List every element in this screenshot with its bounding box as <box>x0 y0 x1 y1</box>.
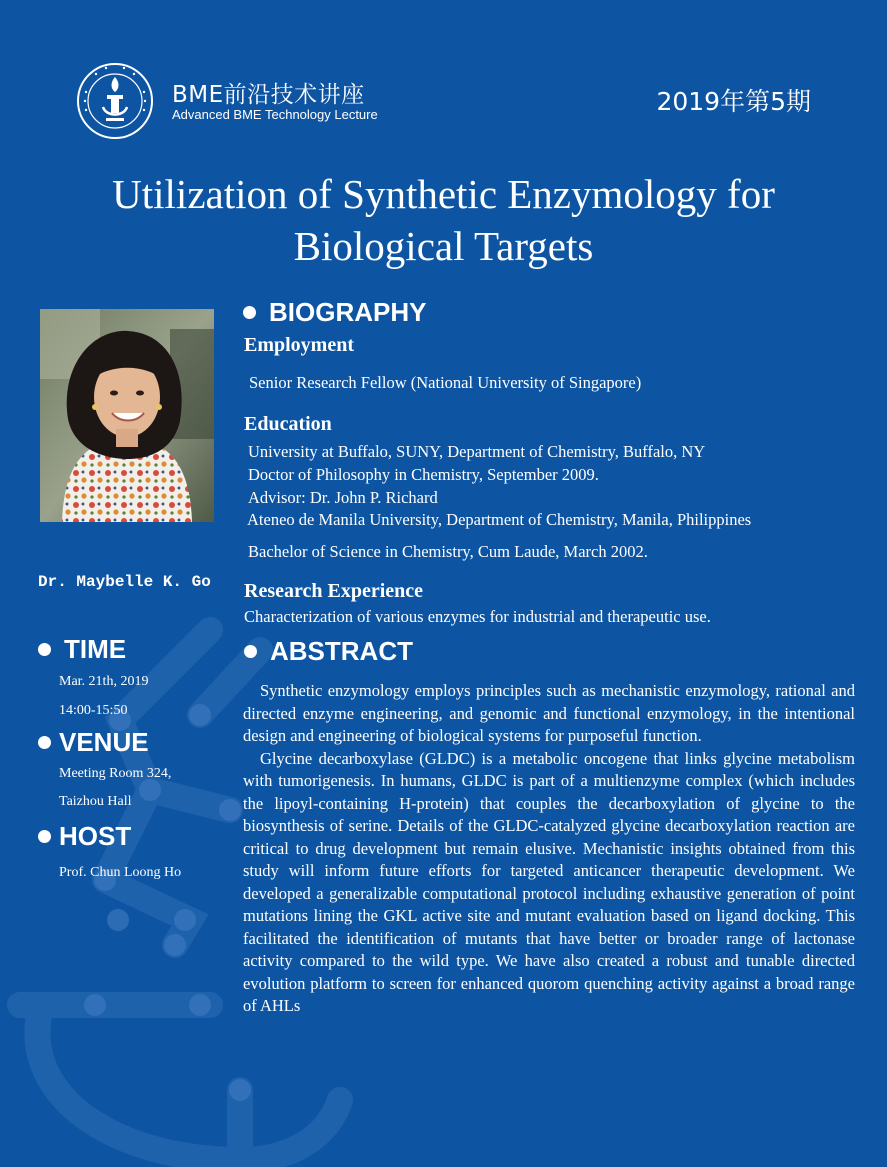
time-heading <box>38 634 126 665</box>
abstract-paragraph: Glycine decarboxylase (GLDC) is a metabolic oncogene that links glycine metabolism with tumorigenesis. In humans, GLDC is part of a multienzyme complex (which includes the lipoyl-containing H-protein) that couples the decarboxylation of glycine to the biosynthesis of serine. Details of the GLDC-catalyzed glycine decarboxylation reaction are critical to drug development but remain elusive. Mechanistic insights obtained from this study will inform future efforts for targeted anticancer therapeutic development. We developed a generalizable computational protocol including exhaustive generation of point mutations lining the GKL active site and mutant evaluation based on ligand docking. This facilitated the identification of mutants that have better or broader range of lactonase activity compared to the wild type. We have also created a robust and tunable directed evolution platform to screen for enhanced quorom quenching activity against a broad range of AHLs <box>243 748 855 1015</box>
venue-line-1: Meeting Room 324, <box>59 766 172 781</box>
biography-heading-label: BIOGRAPHY <box>269 297 427 327</box>
speaker-photo <box>40 309 214 522</box>
employment-text: Senior Research Fellow (National University of Singapore) <box>249 373 642 392</box>
host-heading <box>38 821 131 852</box>
bullet-dot-icon <box>38 830 51 843</box>
education-line: Doctor of Philosophy in Chemistry, September 2009. <box>248 465 599 484</box>
research-text: Characterization of various enzymes for industrial and therapeutic use. <box>244 607 711 626</box>
employment-heading: Employment <box>244 334 354 356</box>
research-heading: Research Experience <box>244 580 424 602</box>
brand-title-chinese: BME前沿技术讲座 <box>172 82 365 108</box>
bullet-dot-icon <box>243 306 256 319</box>
time-heading-label: TIME <box>64 634 127 664</box>
issue-number: 2019年第5期 <box>656 87 811 116</box>
education-line: University at Buffalo, SUNY, Department of Chemistry, Buffalo, NY <box>248 442 706 461</box>
bullet-dot-icon <box>38 643 51 656</box>
education-line: Advisor: Dr. John P. Richard <box>248 488 438 507</box>
education-heading: Education <box>244 413 332 435</box>
venue-heading-label: VENUE <box>59 727 149 757</box>
time-hours: 14:00-15:50 <box>59 703 128 718</box>
abstract-paragraph: Synthetic enzymology employs principles such as mechanistic enzymology, rational and directed enzyme engineering, and genomic and functional enzymology, in the intentional design and engineering of biological systems for purposeful function. <box>243 681 855 745</box>
venue-line-2: Taizhou Hall <box>59 794 132 809</box>
time-date: Mar. 21th, 2019 <box>59 674 149 689</box>
brand-title-english: Advanced BME Technology Lecture <box>172 107 378 122</box>
speaker-name: Dr. Maybelle K. Go <box>38 573 211 591</box>
lecture-title: Utilization of Synthetic Enzymology for Biological Targets <box>112 171 775 269</box>
biography-heading <box>243 297 426 328</box>
venue-heading <box>38 727 149 758</box>
education-line: Bachelor of Science in Chemistry, Cum Laude, March 2002. <box>248 542 648 561</box>
abstract-heading <box>244 636 413 667</box>
bullet-dot-icon <box>38 736 51 749</box>
bullet-dot-icon <box>244 645 257 658</box>
host-name: Prof. Chun Loong Ho <box>59 865 182 880</box>
abstract-body <box>243 680 855 1018</box>
abstract-heading-label: ABSTRACT <box>270 636 413 666</box>
university-seal-logo <box>76 62 154 140</box>
host-heading-label: HOST <box>59 821 132 851</box>
education-line: Ateneo de Manila University, Department of Chemistry, Manila, Philippines <box>247 510 752 529</box>
